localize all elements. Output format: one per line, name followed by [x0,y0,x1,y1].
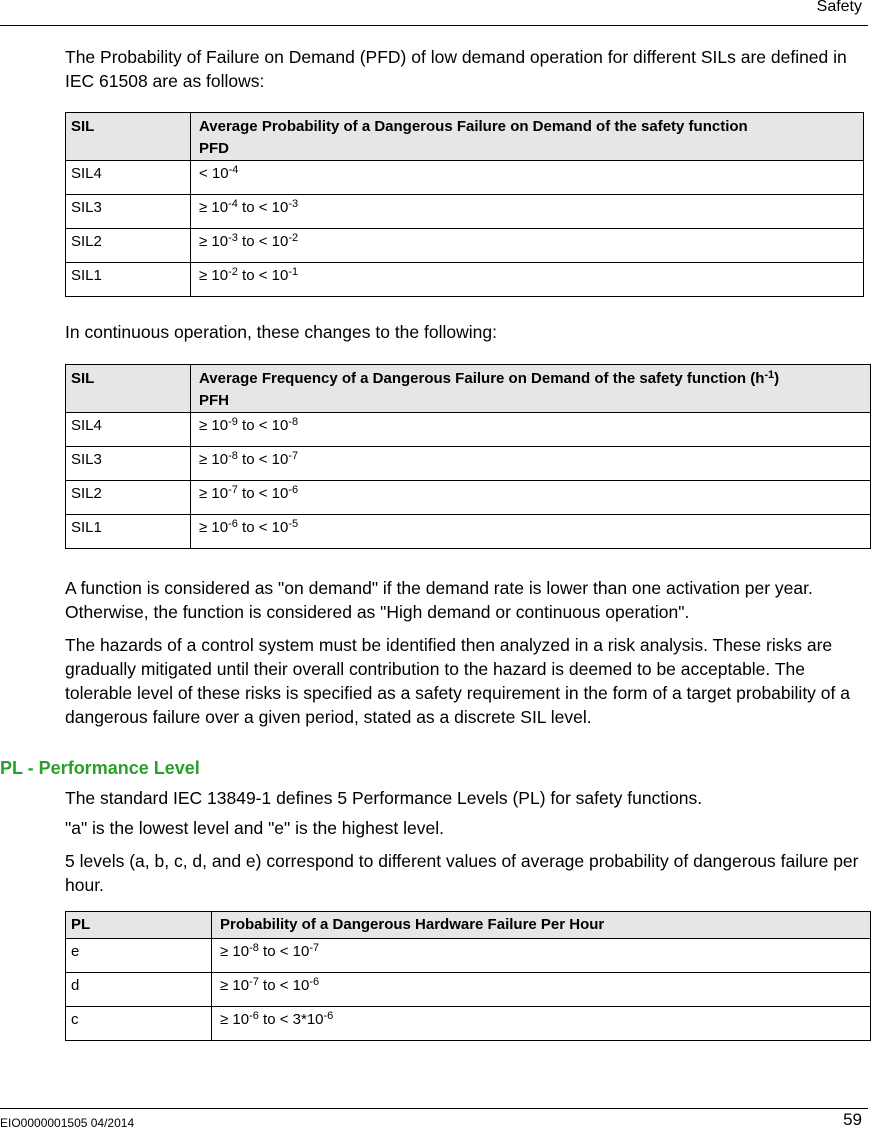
table-row [66,973,871,1007]
pfd-value-cell: ≥ $10^{-2}$ to < $10^{-1}$ [191,263,864,297]
pfh-header-line1: Average Frequency of a Dangerous Failure on Demand of the safety function $(h^{-1})$ [199,369,780,387]
sil-level-cell: SIL2 [66,481,191,515]
pl-levels-paragraph: "a" is the lowest level and "e" is the highest level. [65,818,444,838]
pl-probability-paragraph: 5 levels (a, b, c, d, and e) correspond to different values of average probability of dangerous failure per hour. [65,851,859,895]
footer-document-reference: EIO0000001505 04/2014 [0,1116,135,1130]
pfh-value-cell: ≥ $10^{-8}$ to < $10^{-7}$ [191,447,871,481]
sil-level-cell: SIL3 [66,447,191,481]
pfh-col-sil-header: SIL [66,365,191,413]
table-row [66,515,871,549]
pl-intro-paragraph: The standard IEC 13849-1 defines 5 Performance Levels (PL) for safety functions. [65,788,703,808]
table-row [66,229,864,263]
sil-level-cell: SIL1 [66,263,191,297]
pfh-value-cell: ≥ $10^{-9}$ to < $10^{-8}$ [191,413,871,447]
page-header-title: Safety [816,0,862,15]
sil-level-cell: SIL4 [66,413,191,447]
pfd-col-sil-header: SIL [66,113,191,161]
pfd-header-line2: PFD [199,140,229,157]
pl-table [65,911,871,1041]
sil-level-cell: SIL2 [66,229,191,263]
sil-level-cell: SIL1 [66,515,191,549]
footer-divider [0,1108,868,1109]
pfd-header-line1: Average Probability of a Dangerous Failure on Demand of the safety function [199,118,748,135]
continuous-operation-paragraph: In continuous operation, these changes to the following: [65,322,497,342]
pfh-value-cell: ≥ $10^{-6}$ to < $10^{-5}$ [191,515,871,549]
pfd-value-cell: ≥ $10^{-4}$ to < $10^{-3}$ [191,195,864,229]
pfh-col-value-header [191,365,871,413]
table-row [66,161,864,195]
pfh-table [65,364,871,549]
pl-value-cell: ≥ $10^{-6}$ to < $3*10^{-6}$ [212,1007,871,1041]
table-row [66,481,871,515]
sil-level-cell: SIL3 [66,195,191,229]
table-row [66,263,864,297]
pfd-intro-paragraph: The Probability of Failure on Demand (PFD) of low demand operation for different SILs are defined in IEC 61508 are as follows: [65,47,847,91]
pfd-value-cell: ≥ $10^{-3}$ to < $10^{-2}$ [191,229,864,263]
table-row [66,195,864,229]
footer-page-number: 59 [843,1110,862,1129]
on-demand-paragraph: A function is considered as "on demand" if the demand rate is lower than one activation per year. Otherwise, the function is considered as "High demand or continuous operation". [65,578,813,622]
table-row [66,939,871,973]
pl-level-cell: e [66,939,212,973]
pl-level-cell: c [66,1007,212,1041]
pl-level-cell: d [66,973,212,1007]
pfh-value-cell: ≥ $10^{-7}$ to < $10^{-6}$ [191,481,871,515]
hazards-paragraph: The hazards of a control system must be identified then analyzed in a risk analysis. These risks are gradually mitigated until their overall contribution to the hazard is deemed to be acceptable. The tolerable level of these risks is specified as a safety requirement in the form of a target probability of a dangerous failure over a given period, stated as a discrete SIL level. [65,635,850,727]
pfd-table-header-row [66,113,864,161]
pfd-table [65,112,864,297]
pl-value-cell: ≥ $10^{-7}$ to < $10^{-6}$ [212,973,871,1007]
pl-col-value-header: Probability of a Dangerous Hardware Failure Per Hour [212,912,871,939]
pl-section-heading: PL - Performance Level [0,758,200,778]
header-divider [0,25,868,26]
pl-table-header-row [66,912,871,939]
sil-level-cell: SIL4 [66,161,191,195]
table-row [66,447,871,481]
pl-value-cell: ≥ $10^{-8}$ to < $10^{-7}$ [212,939,871,973]
table-row [66,413,871,447]
pfh-header-line2: PFH [199,392,229,409]
pfd-value-cell: < $10^{-4}$ [191,161,864,195]
table-row [66,1007,871,1041]
pfh-table-header-row [66,365,871,413]
pfd-col-value-header [191,113,864,161]
pl-col-level-header: PL [66,912,212,939]
